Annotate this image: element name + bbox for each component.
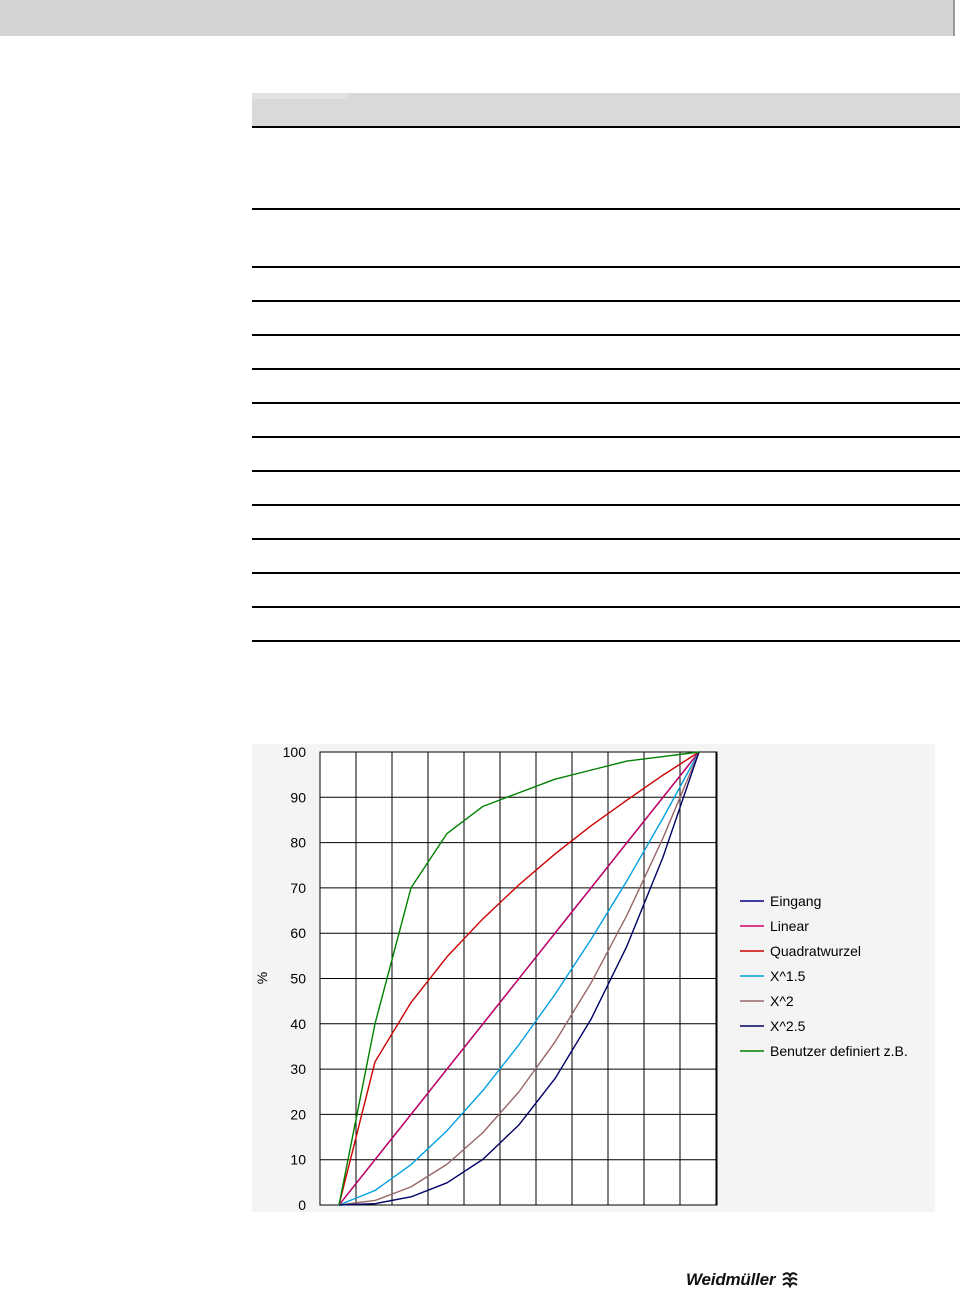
legend-label: Benutzer definiert z.B. xyxy=(770,1043,908,1059)
y-tick-label: 10 xyxy=(290,1151,306,1168)
y-tick-label: 80 xyxy=(290,834,306,851)
legend-label: Quadratwurzel xyxy=(770,943,862,959)
weidmueller-logo-icon xyxy=(780,1272,800,1288)
y-tick-label: 40 xyxy=(290,1015,306,1032)
brand-name: Weidmüller xyxy=(686,1270,776,1289)
y-tick-label: 60 xyxy=(290,925,306,942)
y-tick-label: 70 xyxy=(290,879,306,896)
legend-label: X^2.5 xyxy=(770,1018,806,1034)
legend-label: X^1.5 xyxy=(770,968,806,984)
y-tick-label: 50 xyxy=(290,970,306,987)
legend-label: Eingang xyxy=(770,893,822,909)
legend-label: X^2 xyxy=(770,993,794,1009)
y-tick-label: 100 xyxy=(282,744,306,760)
y-tick-label: 90 xyxy=(290,789,306,806)
y-tick-label: 30 xyxy=(290,1061,306,1078)
brand-footer xyxy=(686,1270,800,1290)
y-tick-label: 0 xyxy=(298,1197,306,1213)
y-tick-label: 20 xyxy=(290,1106,306,1123)
legend-label: Linear xyxy=(770,918,809,934)
y-axis-label: % xyxy=(254,971,270,985)
